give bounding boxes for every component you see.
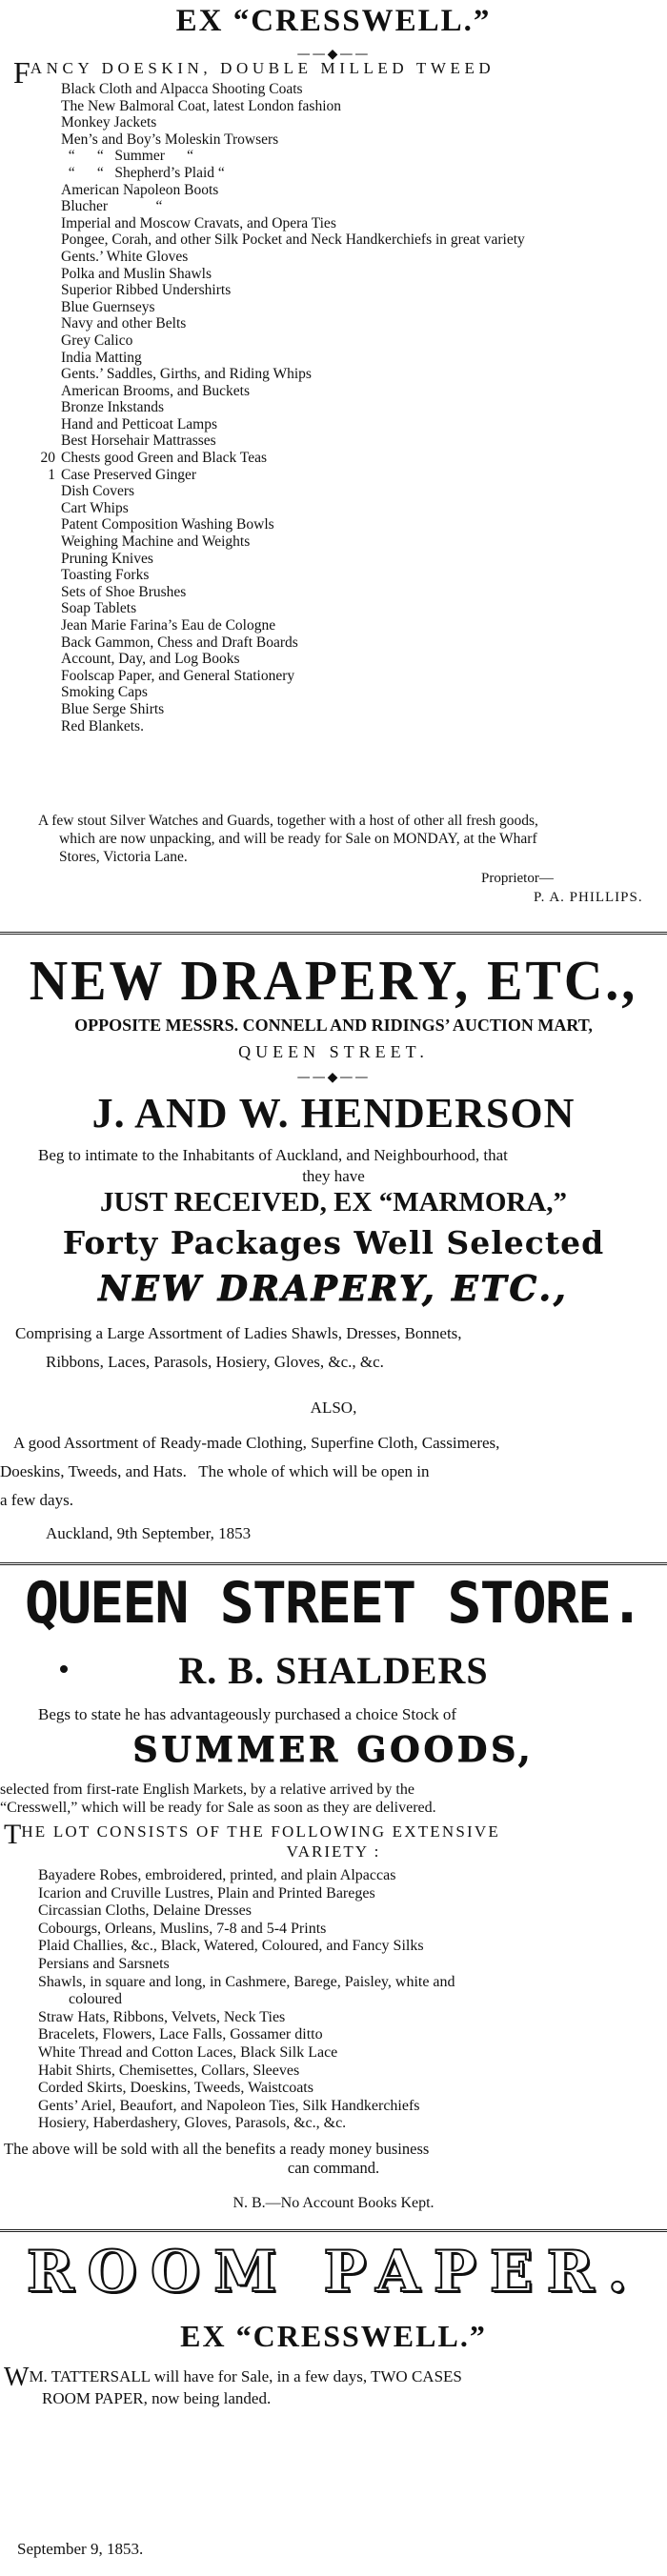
ad2-opposite-line1: OPPOSITE MESSRS. CONNELL AND RIDINGS’ AUCTION MART, (74, 1016, 593, 1035)
ad1-item-text: Back Gammon, Chess and Draft Boards (61, 634, 298, 651)
ad3-nb: N. B.—No Account Books Kept. (232, 2195, 435, 2211)
ad1-list-item (29, 165, 657, 182)
ad1-item-text: Navy and other Belts (61, 315, 187, 332)
ad2-comprising-line2: Ribbons, Laces, Parasols, Hosiery, Gloves, &c., &c. (46, 1353, 384, 1371)
ad1-item-text: Blue Serge Shirts (61, 700, 165, 717)
ad1-list-item (29, 551, 657, 568)
ad1-item-text: Best Horsehair Mattrasses (61, 433, 216, 450)
ad3-list-item: Hosiery, Haberdashery, Gloves, Parasols, &c., &c. (38, 2115, 347, 2132)
ad1-list-item (29, 483, 657, 500)
ad1-item-text: Hand and Petticoat Lamps (61, 415, 217, 433)
ad2-just-received: JUST RECEIVED, EX “MARMORA,” (99, 1187, 568, 1218)
ad1-list-item (29, 533, 657, 551)
ad1-item-text: Blucher “ (61, 198, 163, 215)
ad1-item-text: American Brooms, and Buckets (61, 382, 251, 399)
ad3-list-item: Bayadere Robes, embroidered, printed, and plain Alpaccas (38, 1867, 396, 1883)
ad1-item-text: Soap Tablets (61, 600, 137, 617)
ad1-item-text: Imperial and Moscow Cravats, and Opera Ties (61, 214, 336, 231)
ad3-selected-line1: selected from first-rate English Markets, by a relative arrived by the (0, 1781, 414, 1798)
ad1-list-item (29, 617, 657, 634)
ad1-list-item (29, 668, 657, 685)
ad1-list-item (29, 701, 657, 718)
ad1-list-item (29, 399, 657, 416)
ad3-selected (0, 1781, 667, 1817)
ad1-drop-initial: F (13, 55, 30, 90)
ad1-list-item (29, 81, 657, 98)
ad3-list-item: Plaid Challies, &c., Black, Watered, Coloured, and Fancy Silks (38, 1938, 424, 1955)
ad3-above (0, 2140, 667, 2178)
ad1-list-item (29, 299, 657, 316)
ad3-list-item: Habit Shirts, Chemisettes, Collars, Sleeves (38, 2062, 300, 2079)
ad2-intro (0, 1145, 667, 1187)
ad1-item-text: Patent Composition Washing Bowls (61, 516, 274, 533)
ad1-list-item (29, 114, 657, 131)
ad1-list-item (29, 131, 657, 149)
ad1-note (0, 812, 667, 866)
ad1-item-text: Red Blankets. (61, 717, 144, 735)
ad1-list-item (29, 315, 657, 332)
ad1-item-text: Smoking Caps (61, 684, 148, 701)
ad1-list-item (29, 383, 657, 400)
ad1-item-qty: 20 (40, 450, 55, 467)
ad3-list-item: Corded Skirts, Doeskins, Tweeds, Waistcoats (38, 2080, 313, 2097)
ad1-item-text: Sets of Shoe Brushes (61, 583, 187, 600)
ad3-intro-line1: Begs to state he has advantageously purchased a choice Stock of (38, 1705, 457, 1723)
ad3-heading: QUEEN STREET STORE. (24, 1570, 643, 1637)
ad1-list-item (29, 198, 657, 215)
ad1-list-item (29, 266, 657, 283)
ad2-comprising-line1: Comprising a Large Assortment of Ladies Shawls, Dresses, Bonnets, (15, 1324, 462, 1342)
ad1-item-text: Bronze Inkstands (61, 399, 165, 416)
ad3-list-item: coloured (38, 1991, 122, 2008)
ad1-list-item (29, 366, 657, 383)
ad1-item-text: Foolscap Paper, and General Stationery (61, 667, 295, 684)
ad1-list-item (29, 450, 657, 467)
ad3-above-line2: can command. (287, 2159, 380, 2177)
ad1-list-item (29, 98, 657, 115)
ad1-proprietor-label: Proprietor— (481, 871, 554, 886)
divider-3 (0, 2229, 667, 2232)
ad1-item-text: Black Cloth and Alpacca Shooting Coats (61, 81, 303, 97)
ad2-ready-line3: a few days. (0, 1491, 73, 1509)
ad1-heading: EX “CRESSWELL.” (175, 4, 492, 38)
ad1-item-text: Pruning Knives (61, 550, 153, 567)
ad3-list-item: Straw Hats, Ribbons, Velvets, Neck Ties (38, 2008, 286, 2025)
ad2-ready-made (0, 1429, 667, 1515)
ad1-note-line2: which are now unpacking, and will be ready for Sale on MONDAY, at the Wharf (59, 831, 537, 847)
ad1-item-text: Monkey Jackets (61, 114, 157, 131)
ad1-item-text: Gents.’ Saddles, Girths, and Riding Whips (61, 366, 312, 383)
ad1-list-item (29, 182, 657, 199)
ad3-list-item: Gents’ Ariel, Beaufort, and Napoleon Ties, Silk Handkerchiefs (38, 2097, 420, 2114)
ad1-item-text: Toasting Forks (61, 567, 150, 584)
ad4-heading: ROOM PAPER. (26, 2239, 641, 2305)
ad3-lot-line2: VARIETY : (286, 1842, 381, 1861)
divider-1 (0, 932, 667, 935)
ad1-item-text: Cart Whips (61, 499, 129, 516)
ad3-list-item: Icarion and Cruville Lustres, Plain and Printed Bareges (38, 1884, 375, 1902)
ad1-item-text: Gents.’ White Gloves (61, 248, 189, 265)
ad2-intro-line1: Beg to intimate to the Inhabitants of Auckland, and Neighbourhood, that (38, 1146, 508, 1164)
ad3-list-item: Bracelets, Flowers, Lace Falls, Gossamer ditto (38, 2026, 323, 2043)
ad1-item-text: Jean Marie Farina’s Eau de Cologne (61, 617, 276, 634)
ad1-list-item (29, 350, 657, 367)
ad1-list-item (29, 433, 657, 450)
ad1-item-text: Blue Guernseys (61, 298, 155, 315)
ad1-item-list (29, 81, 657, 735)
ad1-list-item (29, 467, 657, 484)
ad1-item-text: Chests good Green and Black Teas (61, 450, 268, 467)
ad1-item-qty: 1 (48, 466, 55, 483)
ad1-list-item (29, 416, 657, 433)
ad3-list-item: Persians and Sarsnets (38, 1955, 170, 1972)
ad1-item-text: Polka and Muslin Shawls (61, 265, 212, 282)
ad2-heading: NEW DRAPERY, ETC., (29, 950, 638, 1013)
ad2-also: ALSO, (310, 1399, 357, 1417)
ad3-selected-line2: “Cresswell,” which will be ready for Sale as soon as they are delivered. (0, 1800, 436, 1816)
ad3-list-item: Shawls, in square and long, in Cashmere, Barege, Paisley, white and (38, 1973, 455, 1990)
ad1-ornament: ——◆—— (296, 47, 371, 62)
ad4-body-line1: M. TATTERSALL will have for Sale, in a few days, TWO CASES (29, 2367, 462, 2385)
ad1-list-item (29, 684, 657, 701)
ad1-first-line-text: ANCY DOESKIN, DOUBLE MILLED TWEED (30, 59, 495, 77)
ad3-item-list (38, 1867, 657, 2133)
ad1-list-item (29, 600, 657, 617)
ad1-note-line3: Stores, Victoria Lane. (59, 849, 188, 865)
ad2-ready-line1: A good Assortment of Ready-made Clothing, Superfine Cloth, Cassimeres, (13, 1434, 500, 1452)
ad3-list-item: Cobourgs, Orleans, Muslins, 7-8 and 5-4 Prints (38, 1920, 327, 1937)
ad4-subheading: EX “CRESSWELL.” (180, 2319, 487, 2353)
ad2-dateline: Auckland, 9th September, 1853 (46, 1524, 252, 1542)
ad1-item-text: Men’s and Boy’s Moleskin Trowsers (61, 131, 279, 148)
ad2-forty-packages: Forty Packages Well Selected (62, 1224, 605, 1261)
ad3-list-item: White Thread and Cotton Laces, Black Silk Lace (38, 2043, 338, 2061)
ad2-firm-name: J. AND W. HENDERSON (91, 1090, 576, 1137)
ad2-opposite-line2: QUEEN STREET. (238, 1042, 429, 1061)
ad1-item-text: Weighing Machine and Weights (61, 533, 251, 551)
ad1-item-text: India Matting (61, 349, 142, 366)
ad2-ornament: ——◆—— (296, 1070, 371, 1085)
ad4-body (4, 2363, 667, 2408)
ad1-list-item (29, 215, 657, 232)
ad2-intro-line2: they have (302, 1167, 365, 1185)
ad1-list-item (29, 500, 657, 517)
ad1-list-item (29, 584, 657, 601)
ad3-summer-goods: SUMMER GOODS, (132, 1730, 535, 1770)
ad1-item-text: Case Preserved Ginger (61, 466, 197, 483)
ad1-list-item (29, 332, 657, 350)
ad1-list-item (29, 718, 657, 735)
ad1-item-text: Superior Ribbed Undershirts (61, 282, 232, 299)
ad1-list-item (29, 249, 657, 266)
ad1-list-item (29, 651, 657, 668)
ad1-list-item (29, 282, 657, 299)
ad1-list-item (29, 516, 657, 533)
ad1-item-text: “ “ Summer “ (61, 148, 194, 165)
ad4-date: September 9, 1853. (17, 2540, 144, 2558)
ad1-item-text: “ “ Shepherd’s Plaid “ (61, 164, 225, 181)
ad3-lot-line1: HE LOT CONSISTS OF THE FOLLOWING EXTENSIVE (21, 1822, 500, 1841)
ad3-drop-initial: T (4, 1819, 22, 1850)
ad3-list-item: Circassian Cloths, Delaine Dresses (38, 1902, 252, 1920)
ad1-note-line1: A few stout Silver Watches and Guards, together with a host of other all fresh goods, (38, 813, 538, 829)
ad3-firm-name: R. B. SHALDERS (178, 1649, 489, 1692)
ad1-item-text: Account, Day, and Log Books (61, 651, 240, 668)
ad1-list-item (29, 634, 657, 652)
ad1-item-text: Grey Calico (61, 332, 133, 349)
ad4-body-line2: ROOM PAPER, now being landed. (42, 2389, 272, 2407)
ad2-new-drapery: NEW DRAPERY, ETC., (98, 1269, 569, 1309)
ad1-list-item (29, 148, 657, 165)
ad1-list-item (29, 231, 657, 249)
ad1-item-text: Dish Covers (61, 483, 135, 500)
ad1-proprietor-name: P. A. PHILLIPS. (534, 890, 643, 905)
ad1-list-item (29, 567, 657, 584)
ad4-drop-initial: W (4, 2363, 30, 2392)
ad2-ready-line2: Doeskins, Tweeds, and Hats. The whole of which will be open in (0, 1462, 430, 1480)
ad1-item-text: Pongee, Corah, and other Silk Pocket and Neck Handkerchiefs in great variety (61, 231, 525, 249)
ad1-item-text: The New Balmoral Coat, latest London fashion (61, 97, 342, 114)
divider-2 (0, 1562, 667, 1565)
ad2-comprising (0, 1319, 667, 1377)
ad1-item-text: American Napoleon Boots (61, 181, 219, 198)
ad3-above-line1: The above will be sold with all the benefits a ready money business (4, 2140, 430, 2158)
